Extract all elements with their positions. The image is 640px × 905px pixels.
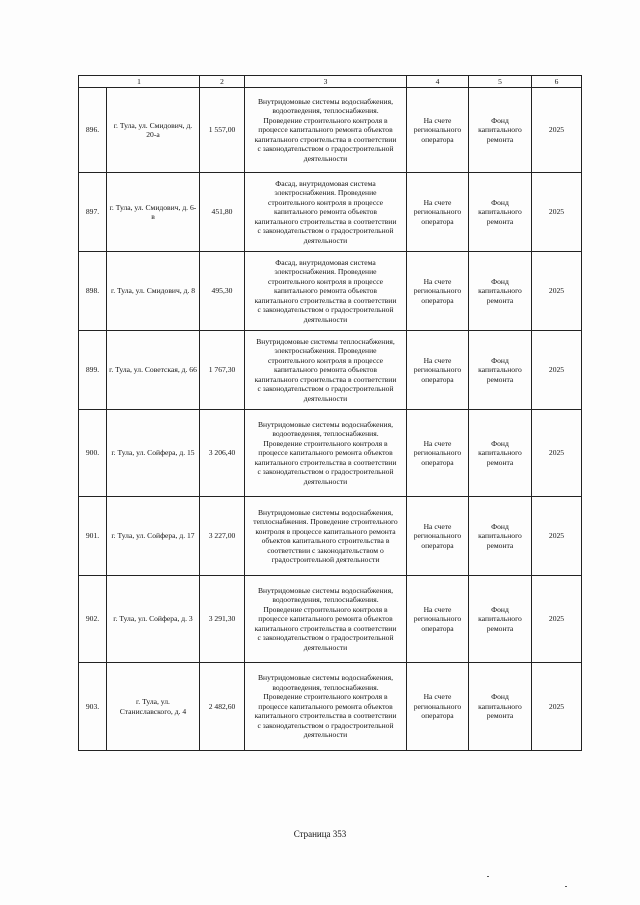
address-cell: г. Тула, ул. Смидович, д. 20-а <box>107 88 200 173</box>
fund-cell: Фонд капитального ремонта <box>469 576 532 663</box>
works-line: Внутридомовые системы теплоснабжения, <box>256 336 395 346</box>
table-row <box>79 88 582 173</box>
area-cell: 3 206,40 <box>200 410 245 497</box>
works-line: деятельности <box>303 476 348 486</box>
works-line: с законодательством о градостроительной <box>257 633 394 643</box>
works-line: строительного контроля в процессе <box>267 355 384 365</box>
works-line: капитального строительства в соответствии <box>254 623 397 633</box>
scan-mark <box>487 876 489 877</box>
works-line: с законодательством о градостроительной <box>257 720 394 730</box>
address-cell: г. Тула, ул. Советская, д. 66 <box>107 331 200 410</box>
works-line: капитального строительства в соответствии <box>254 711 397 721</box>
address-cell: г. Тула, ул. Сойфера, д. 17 <box>107 497 200 576</box>
fund-cell: Фонд капитального ремонта <box>469 331 532 410</box>
scan-mark <box>565 886 567 887</box>
works-cell <box>245 331 407 410</box>
account-cell: На счете регионального оператора <box>407 663 469 751</box>
works-line: капитального ремонта объектов <box>273 286 378 296</box>
area-cell: 1 767,30 <box>200 331 245 410</box>
works-line: строительного контроля в процессе <box>267 276 384 286</box>
works-line: с законодательством о градостроительной <box>257 384 394 394</box>
works-line: соответствии с законодательством о <box>267 545 384 555</box>
works-line: деятельности <box>303 393 348 403</box>
works-line: контроля в процессе капитального ремонта <box>255 526 396 536</box>
account-cell: На счете регионального оператора <box>407 331 469 410</box>
works-line: капитального строительства в соответствии <box>254 374 397 384</box>
account-cell: На счете регионального оператора <box>407 173 469 252</box>
works-line: с законодательством о градостроительной <box>257 144 394 154</box>
works-line: электроснабжения. Проведение <box>274 346 377 356</box>
fund-cell: Фонд капитального ремонта <box>469 663 532 751</box>
works-line: Внутридомовые системы водоснабжения, <box>257 585 394 595</box>
row-number: 900. <box>79 410 107 497</box>
row-number: 897. <box>79 173 107 252</box>
works-cell <box>245 173 407 252</box>
works-cell <box>245 88 407 173</box>
area-cell: 3 227,00 <box>200 497 245 576</box>
works-line: капитального строительства в соответствии <box>254 295 397 305</box>
column-number-row <box>79 76 582 88</box>
column-number-4: 4 <box>407 76 469 88</box>
works-line: деятельности <box>303 235 348 245</box>
row-number: 902. <box>79 576 107 663</box>
works-line: с законодательством о градостроительной <box>257 226 394 236</box>
works-line: капитального строительства в соответствии <box>254 134 397 144</box>
account-cell: На счете регионального оператора <box>407 410 469 497</box>
column-number-5: 5 <box>469 76 532 88</box>
repair-program-table <box>78 75 582 751</box>
area-cell: 1 557,00 <box>200 88 245 173</box>
works-line: капитального ремонта объектов <box>273 207 378 217</box>
row-number: 901. <box>79 497 107 576</box>
works-line: деятельности <box>303 153 348 163</box>
works-line: электроснабжения. Проведение <box>274 188 377 198</box>
column-number-3: 3 <box>245 76 407 88</box>
fund-cell: Фонд капитального ремонта <box>469 173 532 252</box>
area-cell: 3 291,30 <box>200 576 245 663</box>
column-number-2: 2 <box>200 76 245 88</box>
works-line: водоотведения, теплоснабжения. <box>272 682 379 692</box>
works-line: градостроительной деятельности <box>271 555 380 564</box>
works-line: деятельности <box>303 730 348 740</box>
works-line: с законодательством о градостроительной <box>257 305 394 315</box>
works-line: капитального строительства в соответствии <box>254 457 397 467</box>
fund-cell: Фонд капитального ремонта <box>469 497 532 576</box>
area-cell: 2 482,60 <box>200 663 245 751</box>
table-body <box>79 76 582 751</box>
works-cell <box>245 497 407 576</box>
works-line: с законодательством о градостроительной <box>257 467 394 477</box>
year-cell: 2025 <box>532 663 582 751</box>
works-cell <box>245 576 407 663</box>
address-cell: г. Тула, ул. Сойфера, д. 3 <box>107 576 200 663</box>
year-cell: 2025 <box>532 576 582 663</box>
works-line: строительного контроля в процессе <box>267 197 384 207</box>
year-cell: 2025 <box>532 497 582 576</box>
works-cell <box>245 663 407 751</box>
year-cell: 2025 <box>532 252 582 331</box>
works-line: водоотведения, теплоснабжения. <box>272 106 379 116</box>
works-line: капитального строительства в соответствии <box>254 216 397 226</box>
year-cell: 2025 <box>532 410 582 497</box>
area-cell: 495,30 <box>200 252 245 331</box>
row-number: 898. <box>79 252 107 331</box>
account-cell: На счете регионального оператора <box>407 88 469 173</box>
address-cell: г. Тула, ул. Станиславского, д. 4 <box>107 663 200 751</box>
table-row <box>79 331 582 410</box>
works-line: процессе капитального ремонта объектов <box>258 125 393 135</box>
works-line: Внутридомовые системы водоснабжения, <box>257 673 394 683</box>
works-line: электроснабжения. Проведение <box>274 267 377 277</box>
row-number: 903. <box>79 663 107 751</box>
works-line: Проведение строительного контроля в <box>263 115 388 125</box>
works-line: Проведение строительного контроля в <box>263 692 388 702</box>
column-number-6: 6 <box>532 76 582 88</box>
account-cell: На счете регионального оператора <box>407 252 469 331</box>
account-cell: На счете регионального оператора <box>407 576 469 663</box>
works-line: объектов капитального строительства в <box>261 536 390 545</box>
works-line: деятельности <box>303 314 348 324</box>
table-row <box>79 576 582 663</box>
address-cell: г. Тула, ул. Смидович, д. 8 <box>107 252 200 331</box>
works-line: Фасад, внутридомовая система <box>275 257 376 267</box>
address-cell: г. Тула, ул. Сойфера, д. 15 <box>107 410 200 497</box>
year-cell: 2025 <box>532 331 582 410</box>
works-cell <box>245 252 407 331</box>
works-line: процессе капитального ремонта объектов <box>258 701 393 711</box>
fund-cell: Фонд капитального ремонта <box>469 88 532 173</box>
column-number-1: 1 <box>79 76 200 88</box>
works-line: Проведение строительного контроля в <box>263 438 388 448</box>
works-line: Внутридомовые системы водоснабжения, <box>257 419 394 429</box>
works-line: процессе капитального ремонта объектов <box>258 448 393 458</box>
row-number: 899. <box>79 331 107 410</box>
works-line: Фасад, внутридомовая система <box>275 178 376 188</box>
works-line: теплоснабжения. Проведение строительного <box>253 517 398 526</box>
table-row <box>79 173 582 252</box>
works-line: водоотведения, теплоснабжения. <box>272 429 379 439</box>
works-line: Внутридомовые системы водоснабжения, <box>257 507 394 517</box>
fund-cell: Фонд капитального ремонта <box>469 410 532 497</box>
year-cell: 2025 <box>532 88 582 173</box>
works-line: Проведение строительного контроля в <box>263 604 388 614</box>
works-cell <box>245 410 407 497</box>
works-line: Внутридомовые системы водоснабжения, <box>257 96 394 106</box>
table-row <box>79 497 582 576</box>
area-cell: 451,80 <box>200 173 245 252</box>
works-line: деятельности <box>303 642 348 652</box>
address-cell: г. Тула, ул. Смидович, д. 6-в <box>107 173 200 252</box>
page-number: Страница 353 <box>293 829 347 839</box>
account-cell: На счете регионального оператора <box>407 497 469 576</box>
works-line: процессе капитального ремонта объектов <box>258 614 393 624</box>
table-row <box>79 410 582 497</box>
table-row <box>79 663 582 751</box>
works-line: капитального ремонта объектов <box>273 365 378 375</box>
row-number: 896. <box>79 88 107 173</box>
fund-cell: Фонд капитального ремонта <box>469 252 532 331</box>
works-line: водоотведения, теплоснабжения. <box>272 595 379 605</box>
year-cell: 2025 <box>532 173 582 252</box>
table-row <box>79 252 582 331</box>
